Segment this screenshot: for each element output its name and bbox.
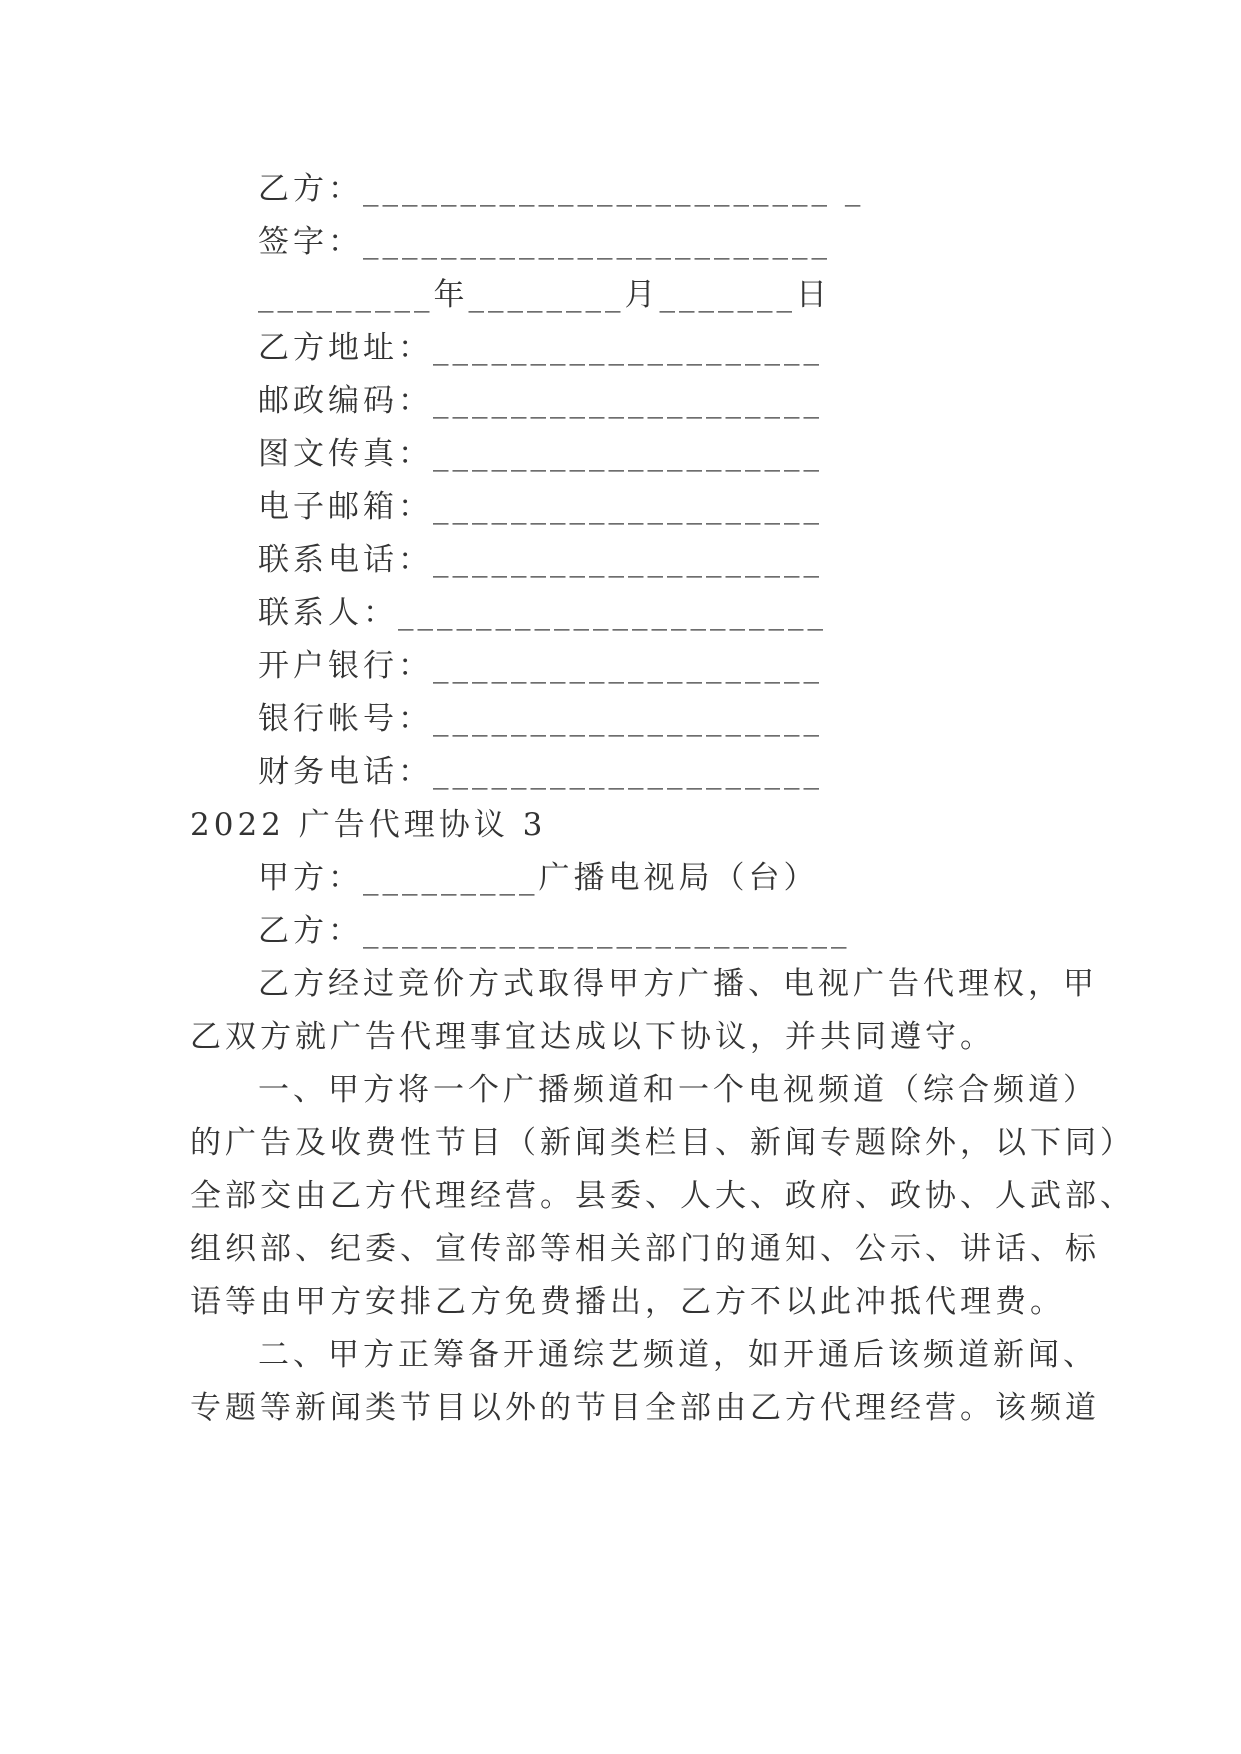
signature-line: 签字：________________________ xyxy=(258,224,831,260)
contact-person-line: 联系人：______________________ xyxy=(258,595,827,631)
paragraph-line: 乙方经过竞价方式取得甲方广播、电视广告代理权，甲 xyxy=(258,966,1098,1002)
paragraph-line: 乙双方就广告代理事宜达成以下协议，并共同遵守。 xyxy=(190,1019,995,1055)
paragraph-line: 全部交由乙方代理经营。县委、人大、政府、政协、人武部、 xyxy=(190,1178,1135,1214)
agreement-party-b: 乙方：_________________________ xyxy=(258,913,851,949)
paragraph-line: 二、甲方正筹备开通综艺频道，如开通后该频道新闻、 xyxy=(258,1337,1098,1373)
party-b-address-line: 乙方地址：____________________ xyxy=(258,330,823,366)
bank-line: 开户银行：____________________ xyxy=(258,648,823,684)
date-line: _________年________月_______日 xyxy=(258,277,831,313)
email-line: 电子邮箱：____________________ xyxy=(258,489,823,525)
paragraph-line: 组织部、纪委、宣传部等相关部门的通知、公示、讲话、标 xyxy=(190,1231,1100,1267)
agreement-party-a: 甲方：_________广播电视局（台） xyxy=(258,860,819,896)
fax-line: 图文传真：____________________ xyxy=(258,436,823,472)
paragraph-line: 的广告及收费性节目（新闻类栏目、新闻专题除外，以下同） xyxy=(190,1125,1135,1161)
paragraph-line: 一、甲方将一个广播频道和一个电视频道（综合频道） xyxy=(258,1072,1098,1108)
paragraph-line: 专题等新闻类节目以外的节目全部由乙方代理经营。该频道 xyxy=(190,1390,1100,1426)
bank-account-line: 银行帐号：____________________ xyxy=(258,701,823,737)
party-b-line: 乙方：________________________ _ xyxy=(258,171,865,207)
finance-phone-line: 财务电话：____________________ xyxy=(258,754,823,790)
section-title: 2022 广告代理协议 3 xyxy=(190,807,547,843)
postal-code-line: 邮政编码：____________________ xyxy=(258,383,823,419)
paragraph-line: 语等由甲方安排乙方免费播出，乙方不以此冲抵代理费。 xyxy=(190,1284,1065,1320)
phone-line: 联系电话：____________________ xyxy=(258,542,823,578)
